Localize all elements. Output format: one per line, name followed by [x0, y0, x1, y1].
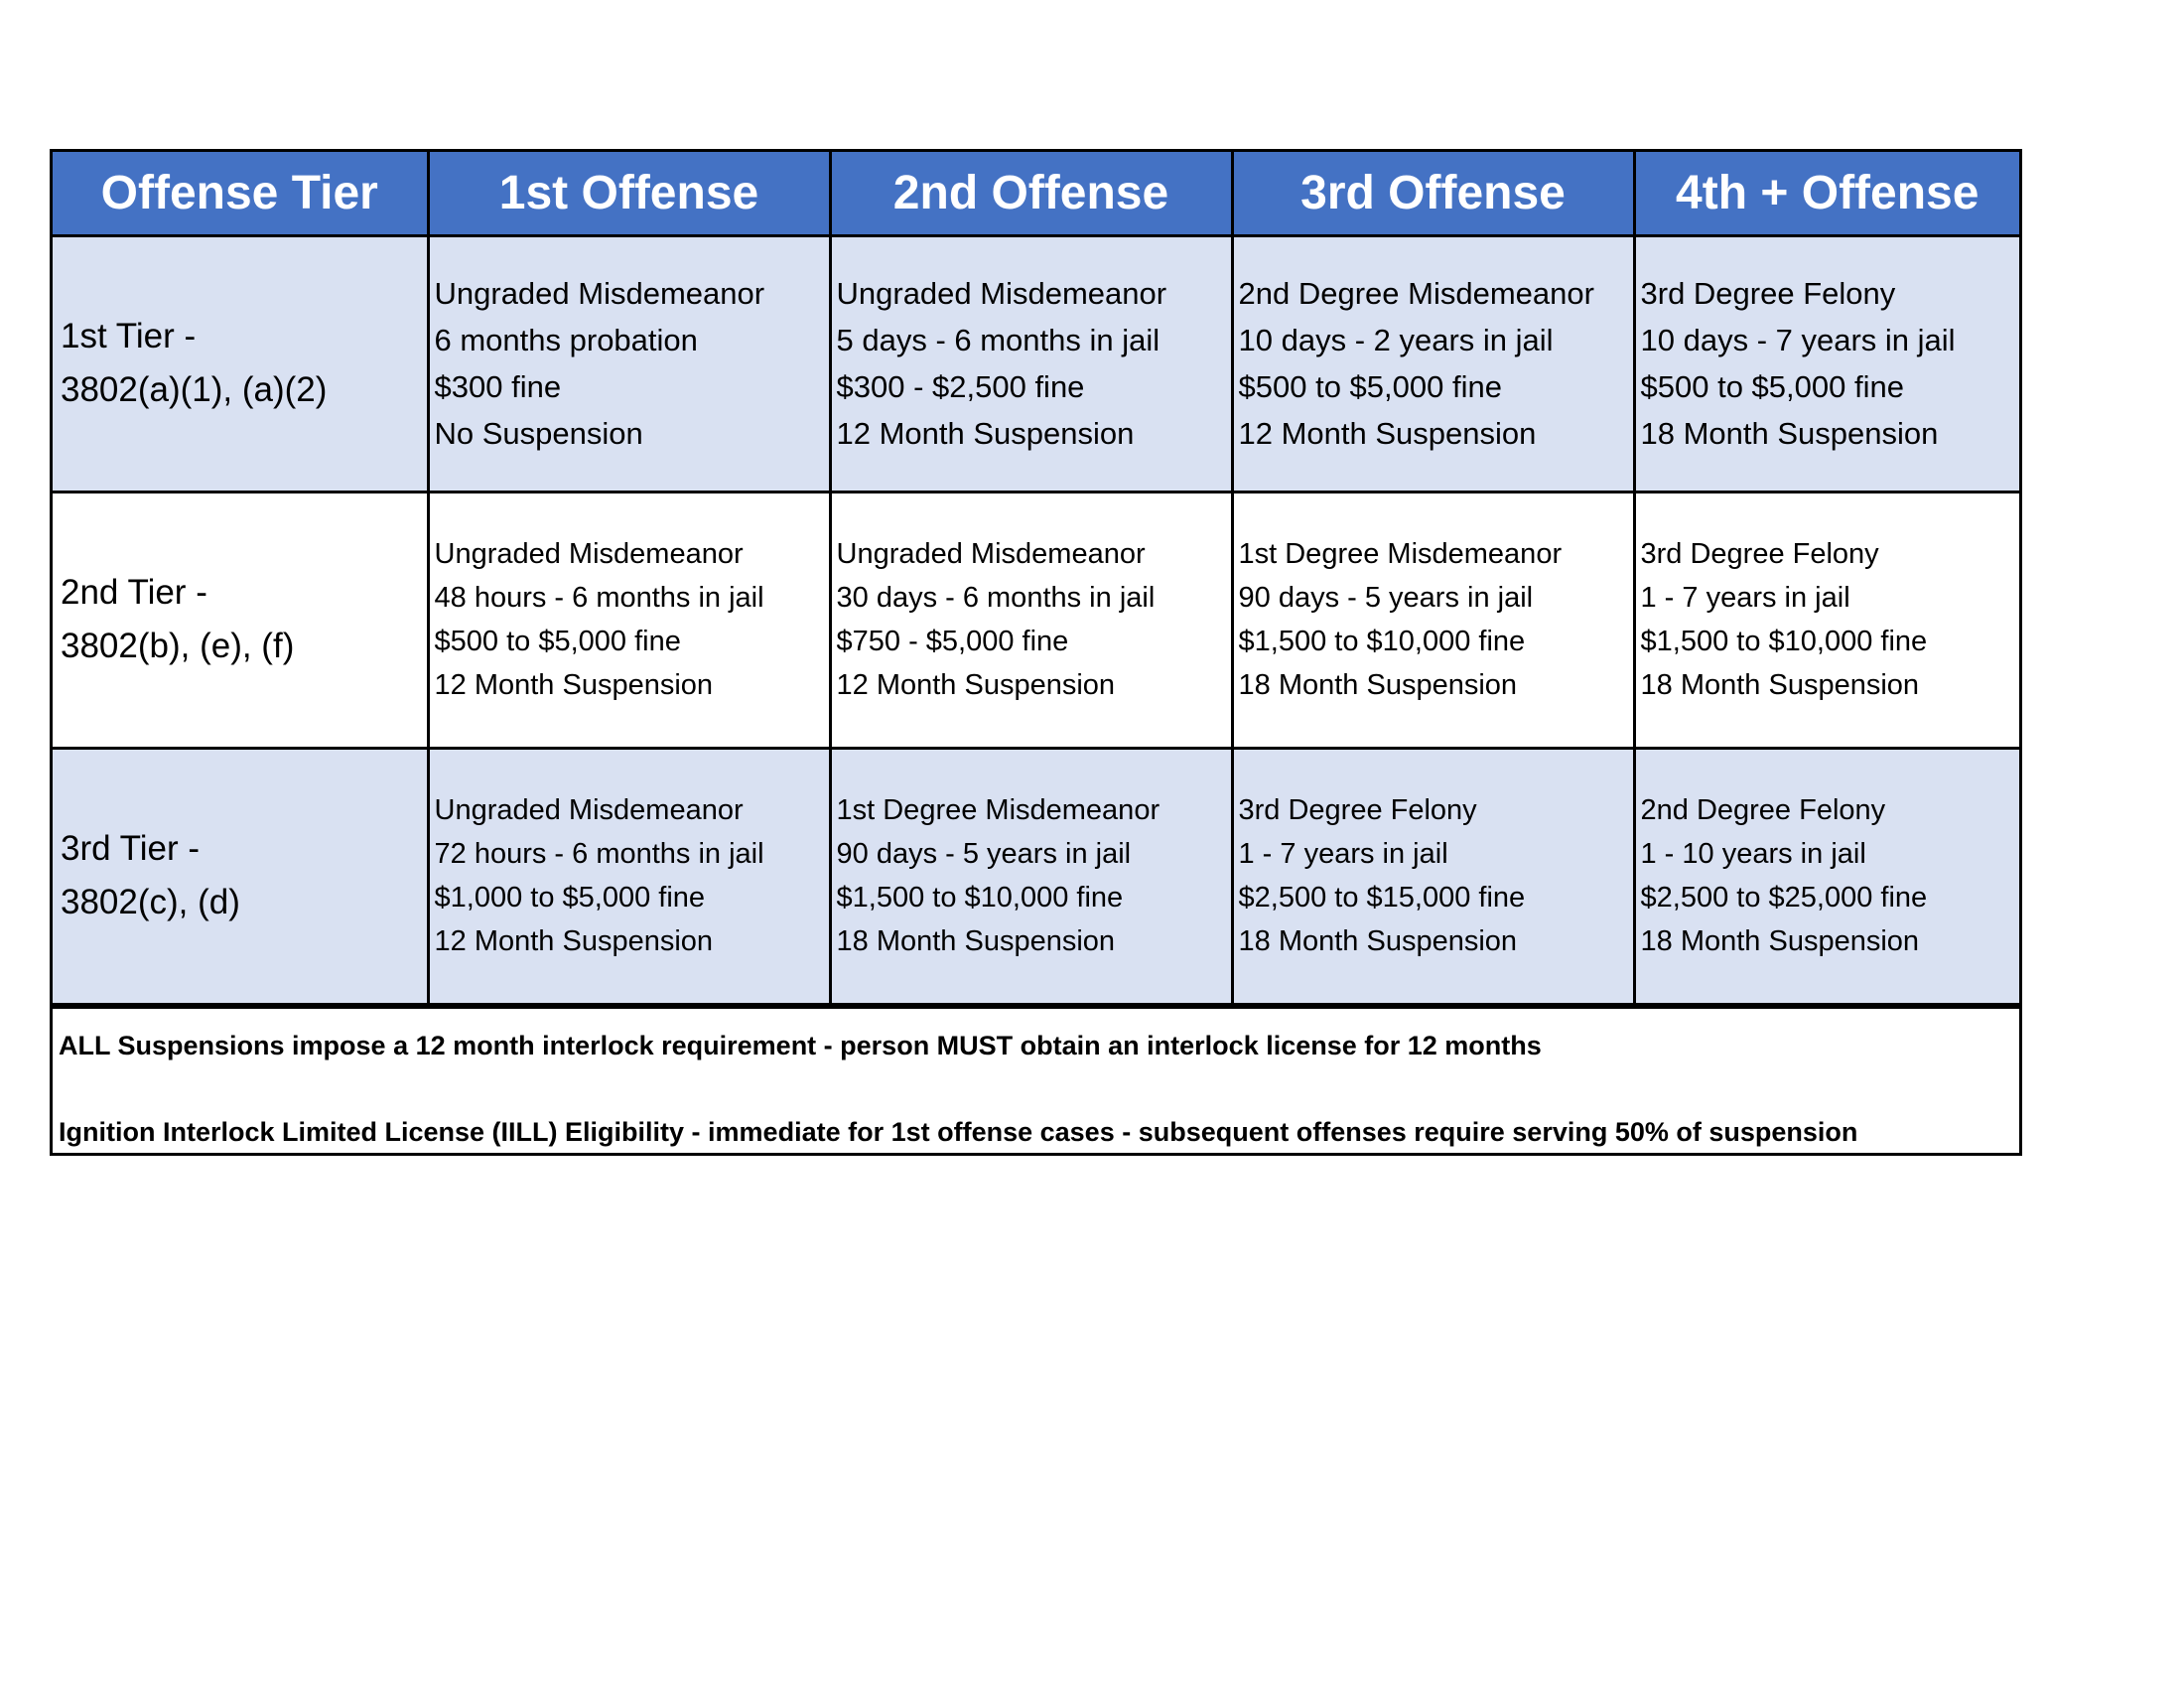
penalty-cell: [1232, 235, 1634, 492]
header-offense-tier: Offense Tier: [53, 152, 428, 235]
sentence: 6 months probation: [434, 323, 698, 357]
sentence: 10 days - 2 years in jail: [1238, 323, 1554, 357]
penalty-cell: [1634, 748, 2019, 1004]
fine: $500 to $5,000 fine: [1640, 369, 1904, 404]
header-3rd-offense: 3rd Offense: [1232, 152, 1634, 235]
fine: $2,500 to $15,000 fine: [1238, 882, 1526, 914]
penalty-cell: [1232, 748, 1634, 1004]
penalty-cell: [830, 492, 1232, 748]
tier-3-row: [53, 748, 2019, 1004]
interlock-requirement-note: ALL Suspensions impose a 12 month interlock requirement - person MUST obtain an interlock license for 12 months: [59, 1030, 1542, 1060]
fine: $500 to $5,000 fine: [434, 626, 681, 657]
grade: Ungraded Misdemeanor: [434, 794, 744, 826]
header-2nd-offense: 2nd Offense: [830, 152, 1232, 235]
suspension: 12 Month Suspension: [836, 416, 1135, 451]
sentence: 1 - 7 years in jail: [1640, 582, 1850, 614]
penalty-cell: [1232, 492, 1634, 748]
penalty-cell: [830, 235, 1232, 492]
grade: Ungraded Misdemeanor: [836, 538, 1146, 570]
tier-label-line: 3rd Tier -: [61, 829, 201, 868]
suspension: 18 Month Suspension: [1640, 669, 1920, 701]
penalty-cell: [1634, 492, 2019, 748]
grade: 3rd Degree Felony: [1640, 276, 1896, 311]
header-1st-offense: 1st Offense: [428, 152, 830, 235]
suspension: No Suspension: [434, 416, 643, 451]
fine: $300 - $2,500 fine: [836, 369, 1085, 404]
grade: 3rd Degree Felony: [1640, 538, 1879, 570]
sentence: 90 days - 5 years in jail: [836, 838, 1132, 870]
tier-statute: 3802(a)(1), (a)(2): [61, 370, 328, 409]
fine: $1,500 to $10,000 fine: [1640, 626, 1928, 657]
penalty-cell: [428, 492, 830, 748]
fine: $1,500 to $10,000 fine: [836, 882, 1124, 914]
header-row: [53, 152, 2019, 235]
suspension: 12 Month Suspension: [434, 925, 714, 957]
sentence: 1 - 10 years in jail: [1640, 838, 1866, 870]
sentence: 90 days - 5 years in jail: [1238, 582, 1534, 614]
grade: 2nd Degree Misdemeanor: [1238, 276, 1594, 311]
fine: $1,500 to $10,000 fine: [1238, 626, 1526, 657]
grade: 2nd Degree Felony: [1640, 794, 1886, 826]
grade: Ungraded Misdemeanor: [434, 276, 765, 311]
fine: $2,500 to $25,000 fine: [1640, 882, 1928, 914]
suspension: 18 Month Suspension: [1640, 416, 1939, 451]
header-4th-plus-offense: 4th + Offense: [1634, 152, 2019, 235]
sentence: 1 - 7 years in jail: [1238, 838, 1448, 870]
sentence: 5 days - 6 months in jail: [836, 323, 1160, 357]
tier-label: [53, 492, 428, 748]
tier-statute: 3802(b), (e), (f): [61, 627, 295, 665]
suspension: 12 Month Suspension: [434, 669, 714, 701]
tier-label: [53, 235, 428, 492]
penalty-cell: [1634, 235, 2019, 492]
offense-chart: [50, 149, 2022, 1156]
iill-eligibility-note: Ignition Interlock Limited License (IILL) Eligibility - immediate for 1st offense cases - subsequent offenses require serving 50% of suspension: [59, 1116, 1858, 1147]
tier-2-row: [53, 492, 2019, 748]
fine: $500 to $5,000 fine: [1238, 369, 1502, 404]
fine: $1,000 to $5,000 fine: [434, 882, 706, 914]
suspension: 12 Month Suspension: [836, 669, 1116, 701]
notes-section: [53, 1006, 2019, 1153]
fine: $750 - $5,000 fine: [836, 626, 1069, 657]
tier-1-row: [53, 235, 2019, 492]
sentence: 48 hours - 6 months in jail: [434, 582, 764, 614]
suspension: 18 Month Suspension: [1238, 925, 1518, 957]
penalty-cell: [428, 235, 830, 492]
suspension: 18 Month Suspension: [836, 925, 1116, 957]
tier-statute: 3802(c), (d): [61, 883, 240, 921]
grade: Ungraded Misdemeanor: [434, 538, 744, 570]
suspension: 18 Month Suspension: [1640, 925, 1920, 957]
sentence: 30 days - 6 months in jail: [836, 582, 1156, 614]
tier-label: [53, 748, 428, 1004]
suspension: 18 Month Suspension: [1238, 669, 1518, 701]
penalty-cell: [428, 748, 830, 1004]
grade: 3rd Degree Felony: [1238, 794, 1477, 826]
sentence: 10 days - 7 years in jail: [1640, 323, 1956, 357]
penalty-cell: [830, 748, 1232, 1004]
suspension: 12 Month Suspension: [1238, 416, 1537, 451]
grade: 1st Degree Misdemeanor: [836, 794, 1160, 826]
tier-label-line: 2nd Tier -: [61, 573, 207, 612]
grade: 1st Degree Misdemeanor: [1238, 538, 1563, 570]
sentence: 72 hours - 6 months in jail: [434, 838, 764, 870]
fine: $300 fine: [434, 369, 562, 404]
grade: Ungraded Misdemeanor: [836, 276, 1167, 311]
tier-label-line: 1st Tier -: [61, 317, 197, 355]
offense-table: [53, 152, 2019, 1006]
